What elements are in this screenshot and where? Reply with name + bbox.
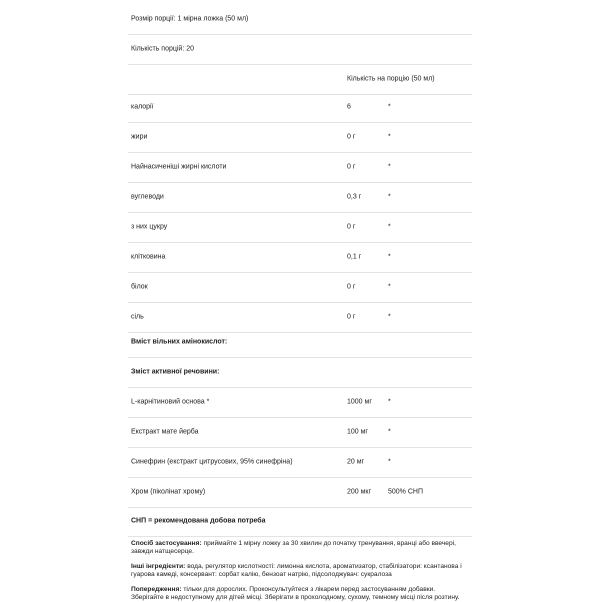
row-daily-value: * bbox=[388, 103, 391, 111]
active-heading-row bbox=[128, 357, 472, 388]
table-row bbox=[128, 152, 472, 183]
row-daily-value: * bbox=[388, 193, 391, 201]
table-row bbox=[128, 477, 472, 508]
row-amount: 1000 мг bbox=[347, 398, 372, 406]
amino-heading-row bbox=[128, 327, 472, 358]
row-daily-value: * bbox=[388, 428, 391, 436]
table-row bbox=[128, 387, 472, 418]
usage-note bbox=[131, 540, 466, 557]
amount-per-serving-header: Кількість на порцію (50 мл) bbox=[347, 75, 435, 83]
warning-label: Попередження: bbox=[131, 585, 182, 593]
row-name: Хром (піколінат хрому) bbox=[131, 488, 206, 496]
ingredients-label: Інші інгредієнти: bbox=[131, 562, 186, 570]
row-amount: 0 г bbox=[347, 163, 356, 171]
table-row bbox=[128, 122, 472, 153]
row-amount: 0 г bbox=[347, 313, 356, 321]
warning-text: тільки для дорослих. Проконсультуйтеся з лікарем перед застосуванням добавки. Зберігайте в недоступному для дітей місці. Зберігати в прохолодному, сухому, темному місці після розтину. bbox=[131, 585, 460, 602]
row-name: з них цукру bbox=[131, 223, 168, 231]
row-name: жири bbox=[131, 133, 148, 141]
notes-block bbox=[131, 540, 466, 602]
row-daily-value: * bbox=[388, 313, 391, 321]
row-amount: 0 г bbox=[347, 223, 356, 231]
table-row bbox=[128, 272, 472, 303]
table-row bbox=[128, 92, 472, 123]
table-row bbox=[128, 242, 472, 273]
table-header-row bbox=[128, 64, 472, 95]
row-amount: 0,3 г bbox=[347, 193, 362, 201]
row-name: L-карнітиновий основа * bbox=[131, 398, 210, 406]
row-daily-value: * bbox=[388, 163, 391, 171]
ingredients-note bbox=[131, 563, 466, 580]
table-row bbox=[128, 417, 472, 448]
row-daily-value: * bbox=[388, 133, 391, 141]
usage-text: приймайте 1 мірну ложку за 30 хвилин до початку тренування, вранці або ввечері, завжди натщесерце. bbox=[131, 540, 456, 556]
row-daily-value: * bbox=[388, 253, 391, 261]
row-daily-value: * bbox=[388, 458, 391, 466]
serving-size: Розмір порції: 1 мірна ложка (50 мл) bbox=[131, 15, 249, 23]
amino-heading: Вміст вільних амінокислот: bbox=[131, 338, 228, 346]
row-name: Найнасиченіші жирні кислоти bbox=[131, 163, 227, 171]
row-amount: 6 bbox=[347, 103, 351, 111]
serving-count: Кількість порцій: 20 bbox=[131, 45, 195, 53]
footnote-row bbox=[128, 506, 472, 537]
ingredients-text: вода, регулятор кислотності: лимонна кислота, ароматизатор, стабілізатори: ксантанова і гуарова камеді, консервант: сорбат калію, бензоат натрію, підсолоджувач: сукралоза bbox=[131, 562, 462, 579]
usage-label: Спосіб застосування: bbox=[131, 540, 202, 547]
row-daily-value: * bbox=[388, 223, 391, 231]
serving-count-row bbox=[128, 34, 472, 65]
row-amount: 200 мкг bbox=[347, 488, 372, 496]
row-name: сіль bbox=[131, 313, 144, 321]
row-amount: 0 г bbox=[347, 283, 356, 291]
active-heading: Зміст активної речовини: bbox=[131, 368, 220, 376]
row-amount: 0,1 г bbox=[347, 253, 362, 261]
table-row bbox=[128, 182, 472, 213]
row-name: білок bbox=[131, 283, 148, 291]
footnote: СНП = рекомендована добова потреба bbox=[131, 517, 266, 525]
row-name: вуглеводи bbox=[131, 193, 164, 201]
serving-size-row bbox=[128, 4, 472, 35]
row-daily-value: * bbox=[388, 283, 391, 291]
row-name: Екстракт мате йерба bbox=[131, 428, 199, 436]
row-name: калорії bbox=[131, 103, 154, 111]
row-daily-value: * bbox=[388, 398, 391, 406]
row-amount: 20 мг bbox=[347, 458, 365, 466]
row-amount: 0 г bbox=[347, 133, 356, 141]
row-daily-value: 500% СНП bbox=[388, 488, 423, 496]
row-name: клітковина bbox=[131, 253, 166, 261]
row-name: Синефрин (екстракт цитрусових, 95% синефріна) bbox=[131, 458, 293, 466]
row-amount: 100 мг bbox=[347, 428, 368, 436]
table-row bbox=[128, 447, 472, 478]
table-row bbox=[128, 212, 472, 243]
